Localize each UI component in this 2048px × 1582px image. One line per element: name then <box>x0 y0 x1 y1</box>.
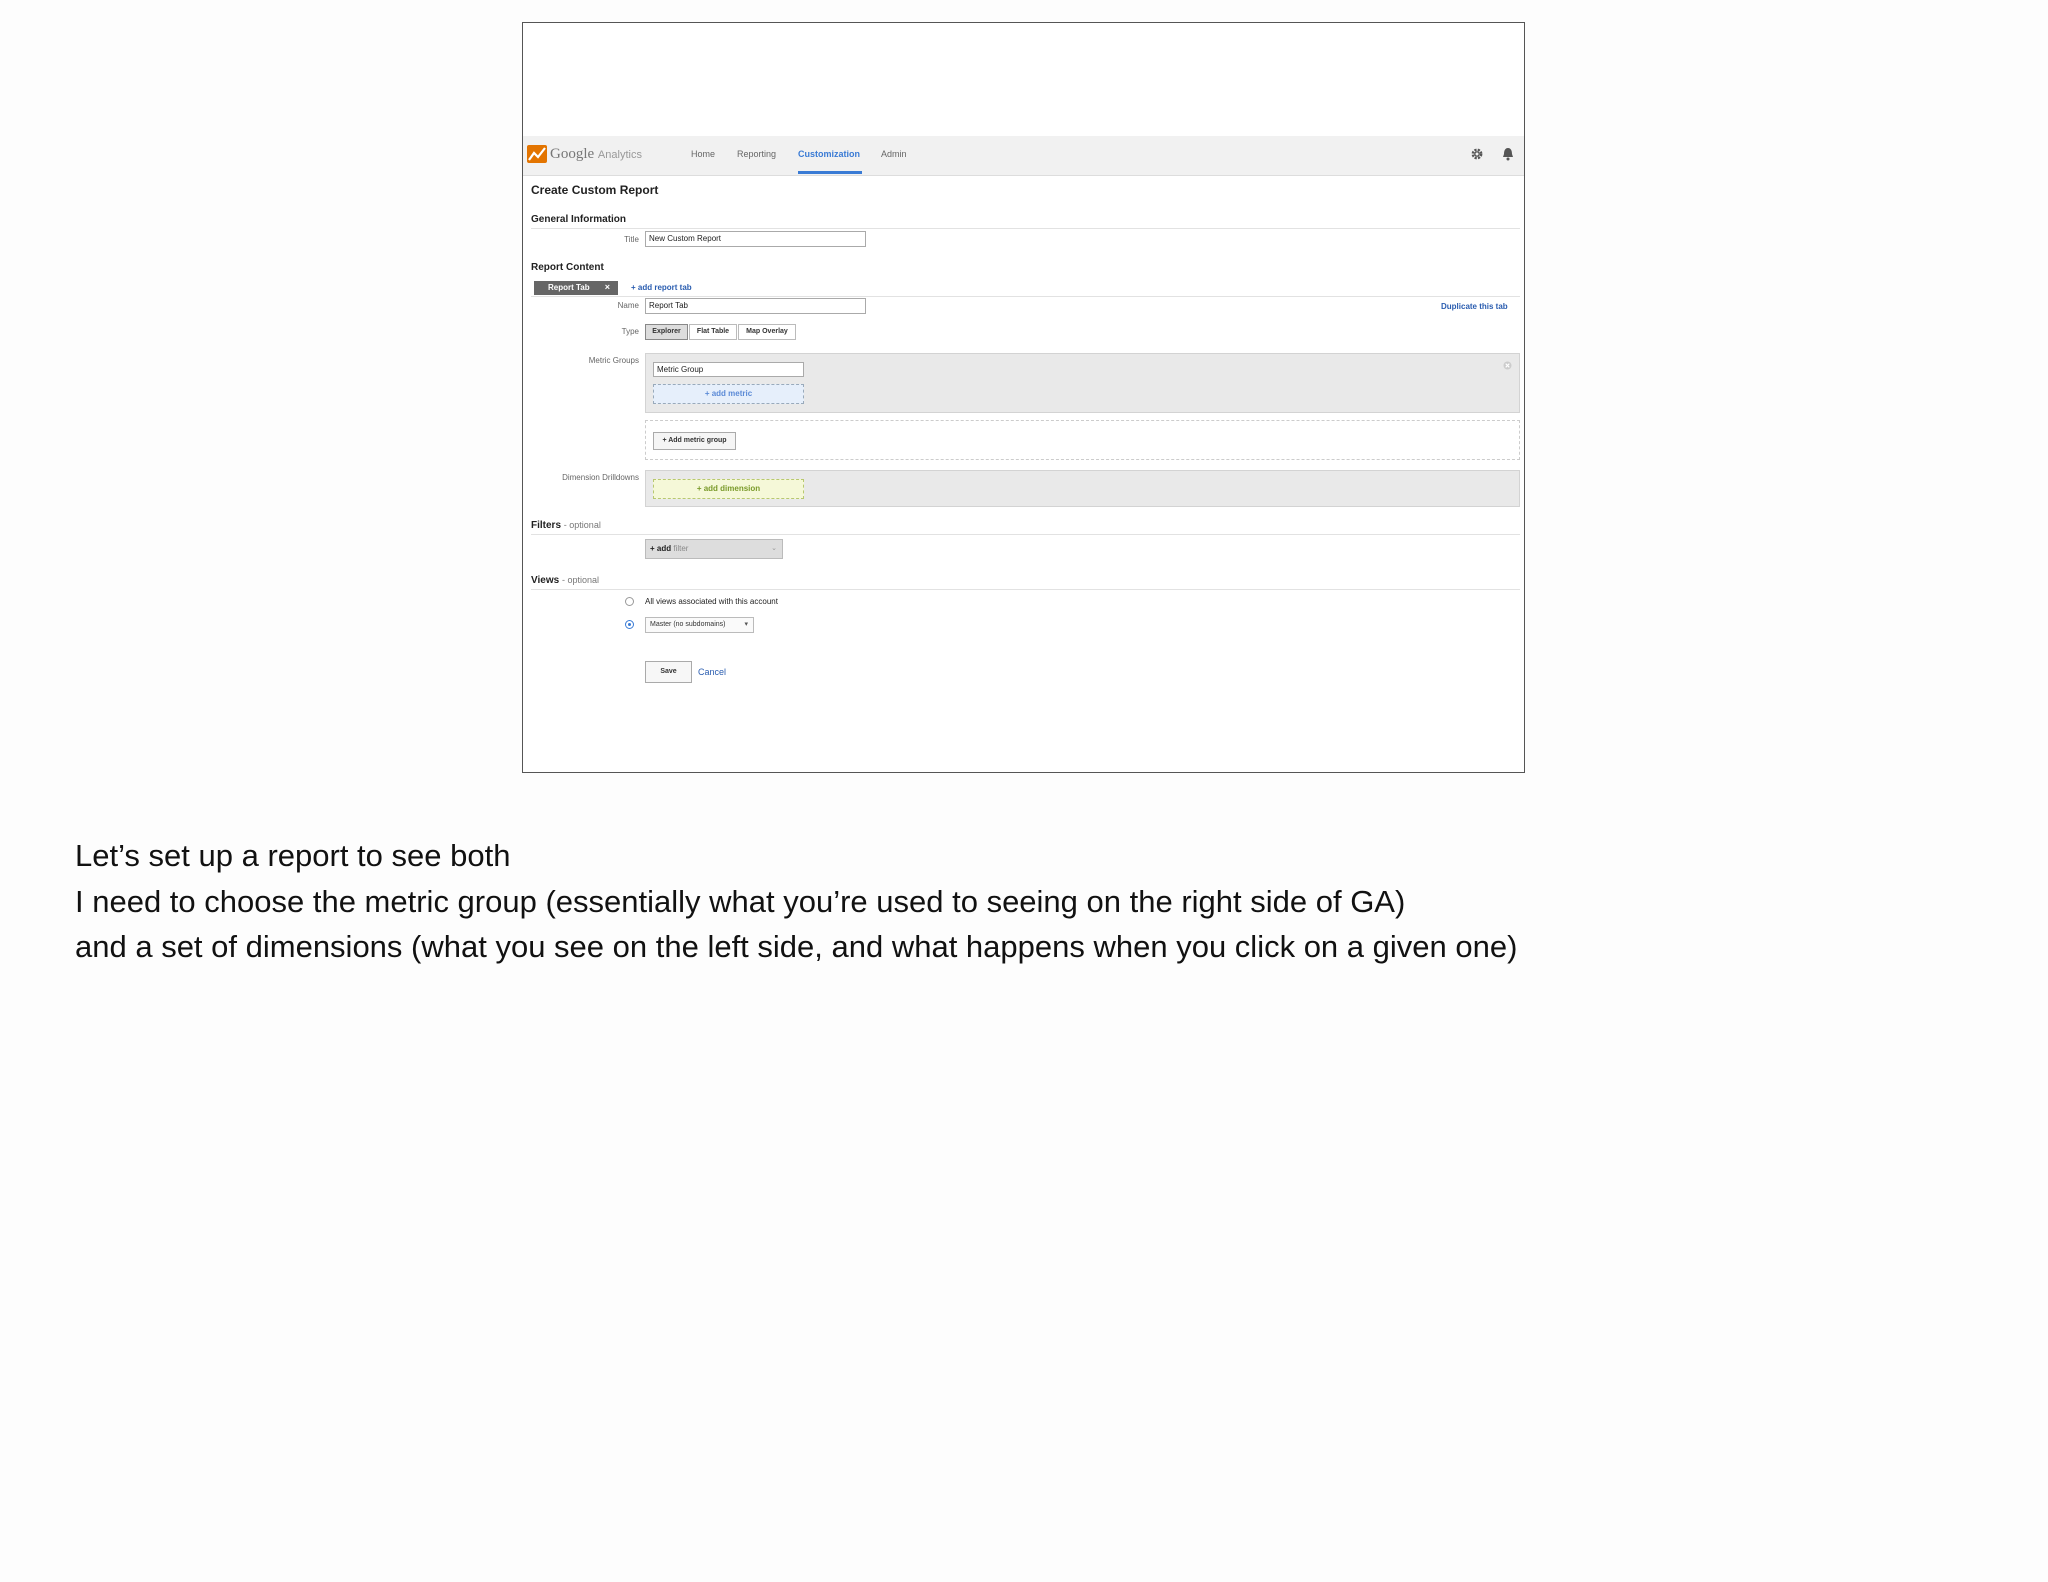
metric-groups-label: Metric Groups <box>588 356 639 365</box>
screenshot-frame <box>522 22 1525 773</box>
metric-group-panel <box>645 353 1520 413</box>
caption-line-1: Let’s set up a report to see both <box>75 838 511 873</box>
report-content-heading: Report Content <box>531 262 604 273</box>
duplicate-tab-link[interactable]: Duplicate this tab <box>1441 302 1508 311</box>
nav-reporting[interactable]: Reporting <box>737 149 777 159</box>
add-dimension-button[interactable]: + add dimension <box>653 479 804 499</box>
title-input[interactable]: New Custom Report <box>645 231 866 247</box>
gear-icon[interactable] <box>1470 147 1484 161</box>
chevron-down-icon: ⌄ <box>771 545 777 552</box>
type-explorer-button[interactable]: Explorer <box>645 324 688 340</box>
caption-line-3: and a set of dimensions (what you see on the left side, and what happens when you click on a given one) <box>75 929 1518 964</box>
report-tab-chip[interactable] <box>534 281 618 295</box>
add-metric-button[interactable]: + add metric <box>653 384 804 404</box>
general-information-heading: General Information <box>531 214 627 225</box>
type-map-overlay-button[interactable]: Map Overlay <box>738 324 796 340</box>
ga-logo-text[interactable]: Google Analytics <box>550 146 642 162</box>
add-filter-dropdown[interactable]: + add filter ⌄ <box>645 539 783 559</box>
divider <box>531 296 1520 297</box>
nav-customization[interactable]: Customization <box>798 149 860 159</box>
view-specific-radio[interactable] <box>625 620 634 629</box>
ga-top-bar <box>523 136 1524 176</box>
active-tab-indicator <box>798 171 862 174</box>
page-title: Create Custom Report <box>531 183 659 197</box>
dropdown-arrow-icon: ▾ <box>744 621 748 628</box>
report-tab-label: Report Tab <box>548 283 590 292</box>
bell-icon[interactable] <box>1501 147 1515 161</box>
view-select[interactable] <box>645 617 754 633</box>
divider <box>531 589 1520 590</box>
view-select-value: Master (no subdomains) <box>650 621 726 628</box>
view-all-label: All views associated with this account <box>645 597 778 606</box>
tab-name-input[interactable]: Report Tab <box>645 298 866 314</box>
name-label: Name <box>617 301 639 310</box>
title-label: Title <box>624 235 639 244</box>
nav-admin[interactable]: Admin <box>881 149 907 159</box>
divider <box>531 534 1520 535</box>
dimension-drilldowns-label: Dimension Drilldowns <box>562 473 639 482</box>
type-flat-table-button[interactable]: Flat Table <box>689 324 737 340</box>
dimension-panel <box>645 470 1520 507</box>
cancel-link[interactable]: Cancel <box>698 667 727 677</box>
views-heading: Views - optional <box>531 575 599 586</box>
analytics-logo-icon <box>527 145 547 163</box>
add-metric-group-button[interactable]: + Add metric group <box>653 432 736 450</box>
view-all-radio[interactable] <box>625 597 634 606</box>
add-metric-group-area <box>645 420 1520 460</box>
caption-line-2: I need to choose the metric group (essentially what you’re used to seeing on the right side of GA) <box>75 884 1406 919</box>
nav-home[interactable]: Home <box>691 149 716 159</box>
save-button[interactable]: Save <box>645 661 692 683</box>
type-label: Type <box>621 327 639 336</box>
remove-group-icon[interactable] <box>1503 361 1512 370</box>
divider <box>531 228 1520 229</box>
metric-group-name-input[interactable]: Metric Group <box>653 362 804 377</box>
close-icon[interactable]: × <box>604 282 610 292</box>
add-report-tab-link[interactable]: + add report tab <box>631 283 692 292</box>
filters-heading: Filters - optional <box>531 520 601 531</box>
